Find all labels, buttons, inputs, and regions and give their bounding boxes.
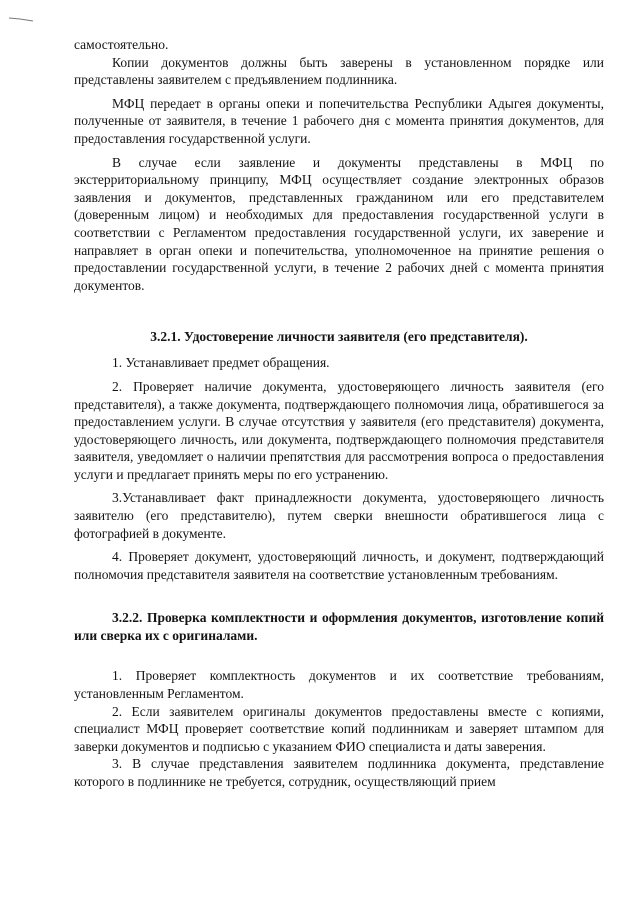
intro-paragraph: Копии документов должны быть заверены в установленном порядке или представлены заявителем с предъявлением подлинника. bbox=[74, 54, 604, 88]
section-item: 4. Проверяет документ, удостоверяющий личность, и документ, подтверждающий полномочия представителя заявителя на соответствие установленным требованиям. bbox=[74, 549, 604, 582]
intro-continuation: самостоятельно. bbox=[74, 37, 169, 52]
intro-paragraph: В случае если заявление и документы представлены в МФЦ по экстерриториальному принципу, МФЦ осуществляет создание электронных образов заявления и документов, представленных гражданином или его представителем (доверенным лицом) и необходимых для предоставления государственной услуги в соответствии с Регламентом предоставления государственной услуги, их заверение и направляет в орган опеки и попечительства, уполномоченное на принятие решения о предоставлении государственной услуги, в течение 2 рабочих дней с момента принятия документов. bbox=[74, 154, 604, 293]
section-item: 1. Устанавливает предмет обращения. bbox=[112, 355, 330, 371]
section-item: 3.Устанавливает факт принадлежности документа, удостоверяющего личность заявителю (его представителю), путем сверки внешности обратившегося лица с фотографией в документе. bbox=[74, 490, 604, 541]
section-item: 2. Проверяет наличие документа, удостоверяющего личность заявителя (его представителя), а также документа, подтверждающего полномочия лица, обратившегося за предоставлением услуги. В случае отсутствия у заявителя (его представителя) документа, удостоверяющего личность, или документа, подтверждающего полномочия представителя заявителя, уведомляет о наличии препятствия для рассмотрения вопроса о предоставления услуги и предлагает принять меры по его устранению. bbox=[74, 378, 604, 482]
scan-mark-icon bbox=[8, 16, 34, 22]
section-item: 1. Проверяет комплектность документов и их соответствие требованиям, установленным Регламентом. bbox=[74, 668, 604, 702]
section-heading-3-2-1: 3.2.1. Удостоверение личности заявителя (его представителя). bbox=[150, 329, 528, 345]
document-body bbox=[74, 36, 604, 791]
intro-paragraph: МФЦ передает в органы опеки и попечительства Республики Адыгея документы, полученные от заявителя, в течение 1 рабочего дня с момента принятия документов, для предоставления государственной услуги. bbox=[74, 95, 604, 146]
section-item: 2. Если заявителем оригиналы документов предоставлены вместе с копиями, специалист МФЦ проверяет соответствие копий подлинникам и заверяет штампом для заверки документов и подписью с указанием ФИО специалиста и даты заверения. bbox=[74, 703, 604, 754]
section-heading-3-2-2: 3.2.2. Проверка комплектности и оформления документов, изготовление копий или сверка их с оригиналами. bbox=[74, 610, 604, 644]
section-item: 3. В случае представления заявителем подлинника документа, представление которого в подлиннике не требуется, сотрудник, осуществляющий прием bbox=[74, 756, 604, 789]
